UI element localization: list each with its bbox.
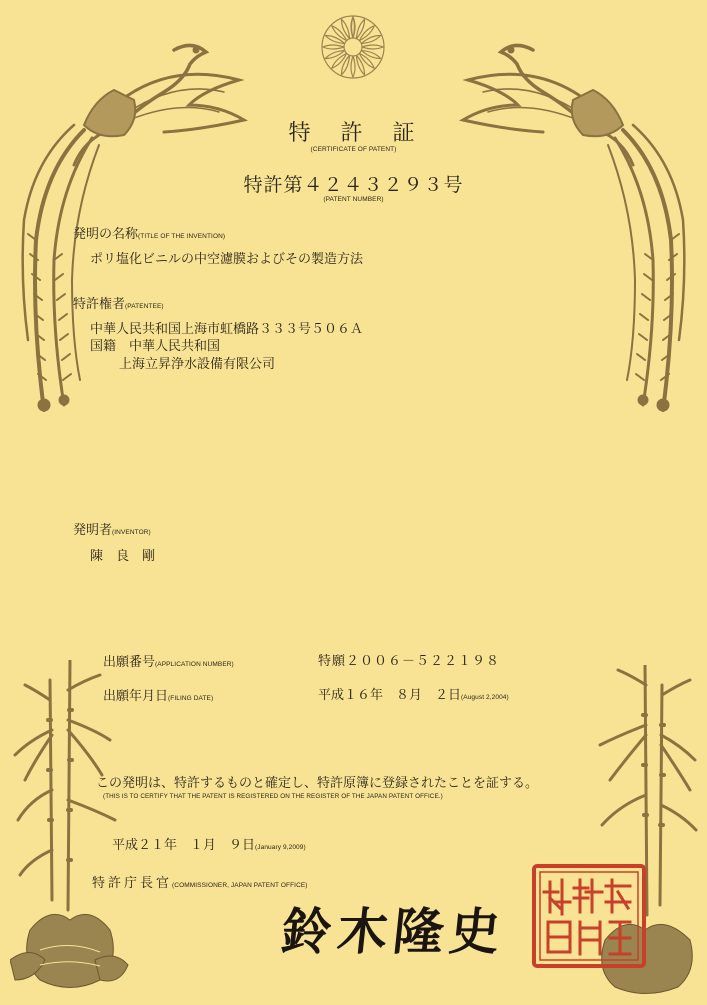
application-label-row <box>103 651 234 670</box>
issue-date-row <box>112 834 306 853</box>
patentee-label: 特許権者 <box>73 297 126 312</box>
phoenix-right-icon <box>453 20 693 420</box>
application-label-en: (APPLICATION NUMBER) <box>155 661 234 668</box>
filing-date-row <box>318 684 509 703</box>
commissioner-signature: 鈴木隆史 <box>278 902 509 961</box>
patent-number: 特許第４２４３２９３号 <box>243 174 464 196</box>
certify-statement-en: (THIS IS TO CERTIFY THAT THE PATENT IS REGISTERED ON THE REGISTER OF THE JAPAN PATENT OFFICE.) <box>103 793 443 800</box>
invention-title: ポリ塩化ビニルの中空濾膜およびその製造方法 <box>90 252 364 267</box>
invention-label-row <box>73 223 225 242</box>
patentee-nationality: 国籍 中華人民共和国 <box>90 339 221 354</box>
inventor-label-row <box>73 519 151 538</box>
certify-statement: この発明は、特許するものと確定し、特許原簿に登録されたことを証する。 <box>96 776 539 791</box>
issue-date: 平成２１年 １月 ９日 <box>112 838 256 853</box>
filing-label-en: (FILING DATE) <box>168 695 214 702</box>
application-number: 特願２００６－５２２１９８ <box>318 654 501 669</box>
application-label: 出願番号 <box>103 655 156 670</box>
invention-label-en: (TITLE OF THE INVENTION) <box>138 233 226 240</box>
inventor-label: 発明者 <box>73 523 113 538</box>
filing-label-row <box>103 685 213 704</box>
certificate-title: 特 許 証 <box>288 121 419 146</box>
patentee-label-row <box>73 293 164 312</box>
certificate-title-en: (CERTIFICATE OF PATENT) <box>310 146 397 153</box>
invention-label: 発明の名称 <box>73 227 139 242</box>
bamboo-left-icon <box>10 660 130 1000</box>
patentee-company: 上海立昇浄水設備有限公司 <box>119 357 276 372</box>
filing-date-en: (August 2,2004) <box>461 694 509 701</box>
filing-label: 出願年月日 <box>103 689 169 704</box>
official-seal-icon <box>530 862 648 970</box>
patentee-label-en: (PATENTEE) <box>125 303 164 310</box>
chrysanthemum-emblem-icon <box>320 14 386 80</box>
commissioner-label: 特許庁長官 <box>92 876 173 891</box>
commissioner-label-en: (COMMISSIONER, JAPAN PATENT OFFICE) <box>172 882 308 889</box>
inventor-label-en: (INVENTOR) <box>112 529 151 536</box>
filing-date: 平成１６年 ８月 ２日 <box>318 688 462 703</box>
issue-date-en: (January 9,2009) <box>255 844 306 851</box>
inventor-name: 陳 良 剛 <box>90 549 156 564</box>
patentee-address: 中華人民共和国上海市虹橋路３３３号５０６Ａ <box>90 322 364 337</box>
patent-number-en: (PATENT NUMBER) <box>323 196 384 203</box>
commissioner-label-row <box>92 872 308 891</box>
